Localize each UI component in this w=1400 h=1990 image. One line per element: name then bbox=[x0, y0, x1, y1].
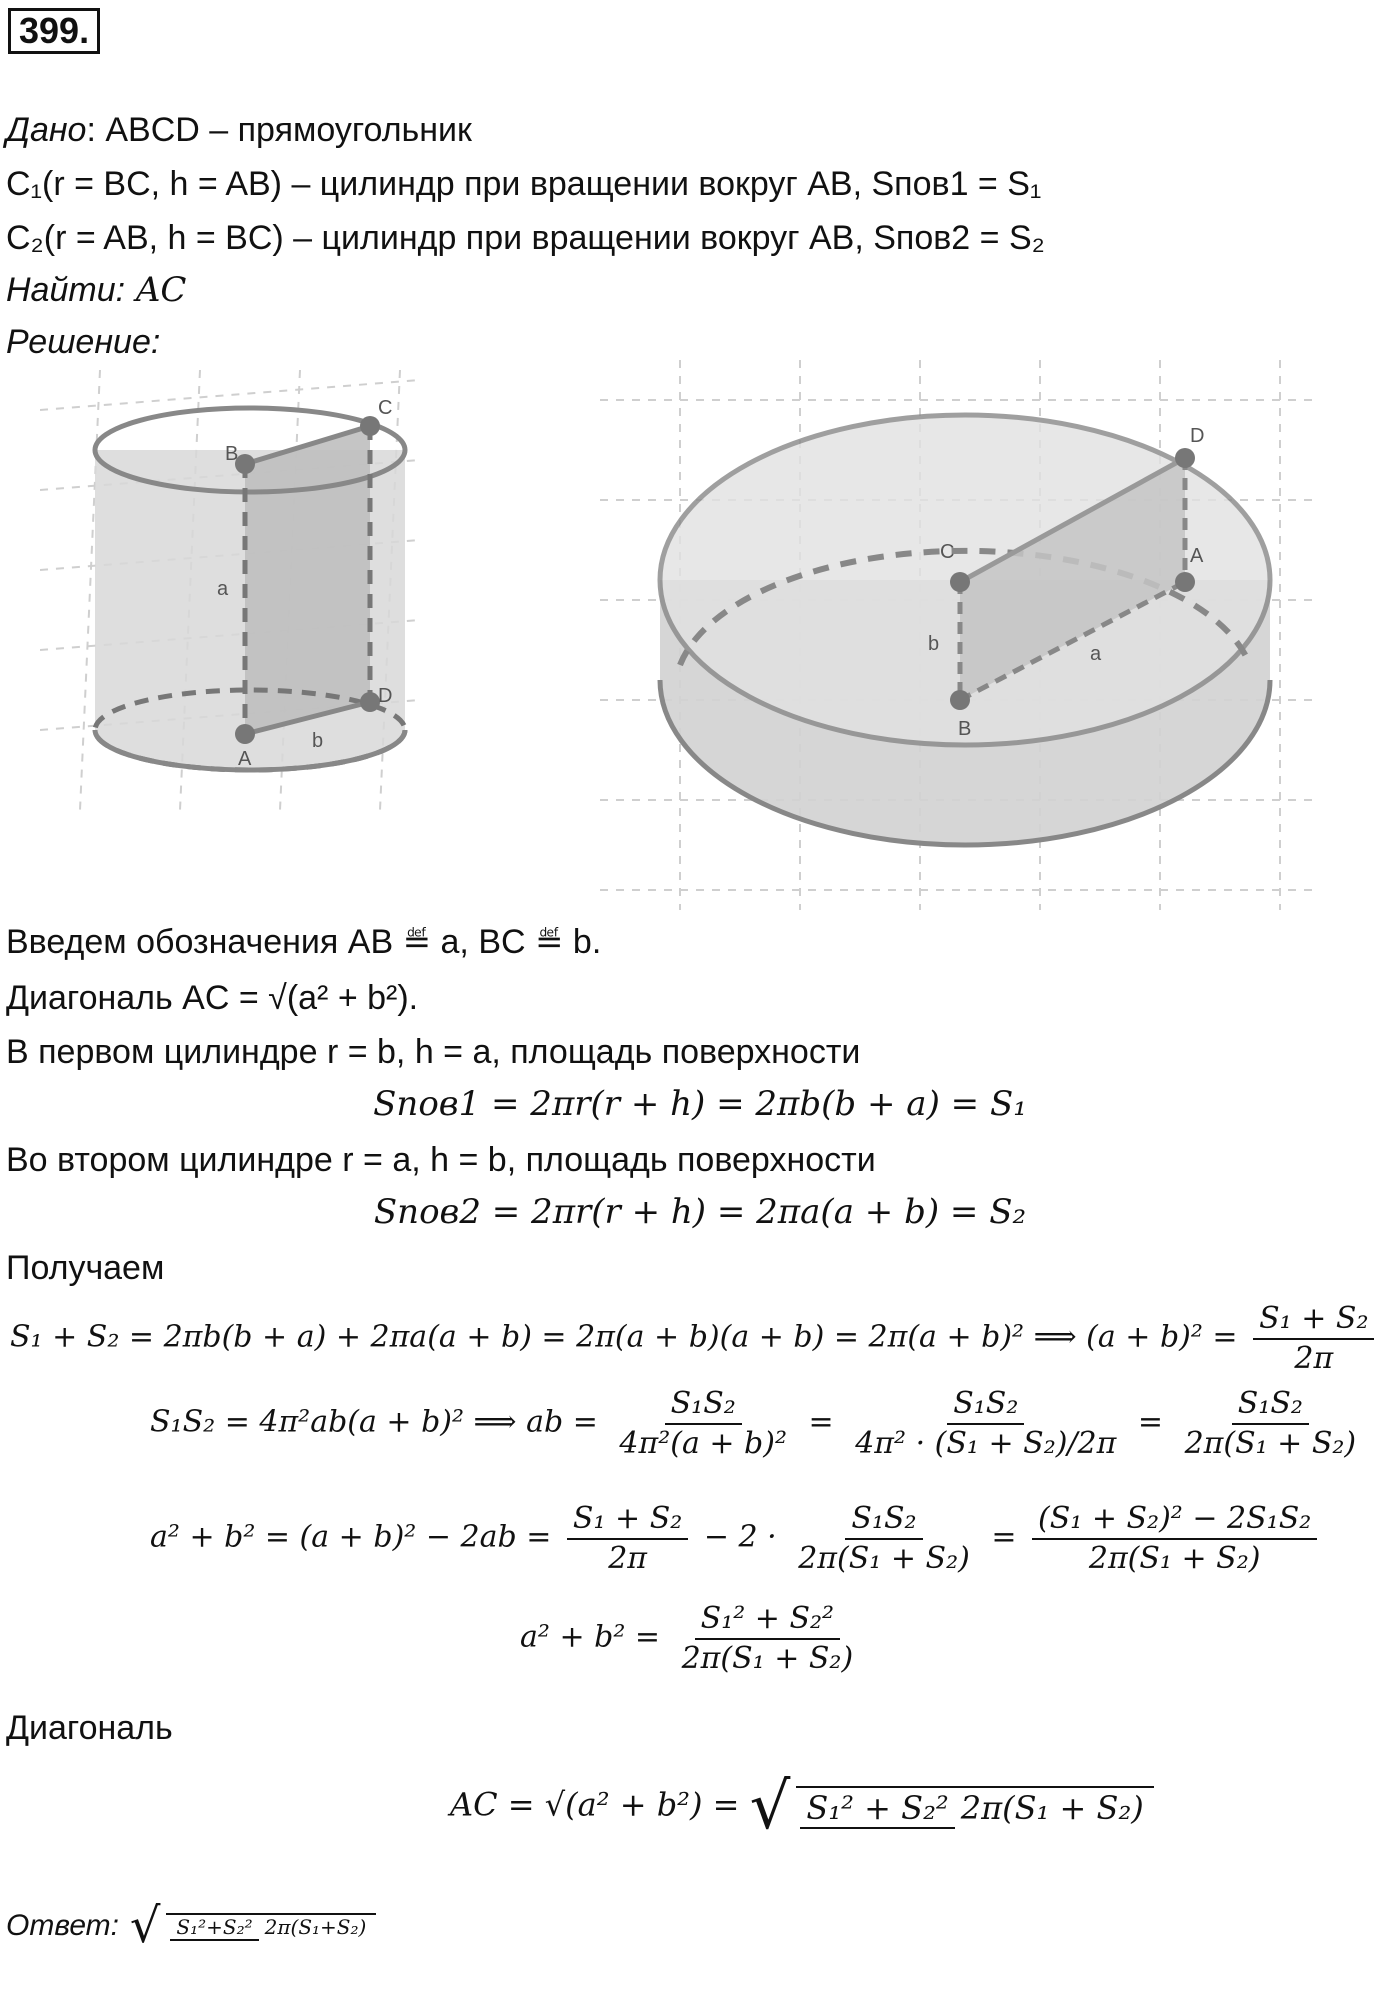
eq5-f1d: 2π bbox=[608, 1540, 647, 1576]
second-cylinder-line: Во втором цилиндре r = a, h = b, площадь поверхности bbox=[6, 1141, 876, 1179]
eq6-left: a² + b² = bbox=[520, 1619, 661, 1655]
label-c-2: C bbox=[940, 541, 955, 563]
eq5-left: a² + b² = (a + b)² − 2ab = bbox=[150, 1519, 552, 1555]
find-line bbox=[6, 268, 186, 312]
diagonal-line-2: Диагональ bbox=[6, 1709, 173, 1747]
point-c bbox=[360, 416, 380, 436]
sqrt-sign: √ bbox=[749, 1770, 791, 1844]
eq5-f3n: (S₁ + S₂)² − 2S₁S₂ bbox=[1032, 1500, 1317, 1540]
label-d-2: D bbox=[1190, 425, 1205, 447]
label-a-2: A bbox=[1190, 545, 1204, 567]
eq4-f2d: 4π² · (S₁ + S₂)/2π bbox=[855, 1425, 1117, 1461]
label-b: B bbox=[225, 443, 239, 465]
eq4-left: S₁S₂ = 4π²ab(a + b)² ⟹ ab = bbox=[150, 1404, 598, 1440]
answer-n: S₁²+S₂² bbox=[170, 1915, 258, 1941]
given-line bbox=[6, 108, 472, 152]
eq3-left: S₁ + S₂ = 2πb(b + a) + 2πa(a + b) = 2π(a + b)(a + b) = 2π(a + b)² ⟹ (a + b)² = bbox=[10, 1319, 1238, 1355]
problem-number: 399. bbox=[8, 8, 100, 54]
eq3-den: 2π bbox=[1294, 1340, 1334, 1376]
point-a bbox=[235, 724, 255, 744]
label-side-a-2: a bbox=[1090, 643, 1102, 665]
solution-label: Решение: bbox=[6, 323, 161, 361]
label-side-a: a bbox=[217, 578, 229, 600]
answer-sqrt-sign: √ bbox=[129, 1898, 161, 1954]
label-b-2: B bbox=[958, 718, 972, 740]
given-line3: C₂(r = AB, h = BC) – цилиндр при вращении вокруг AB, Sпов2 = S₂ bbox=[6, 219, 1045, 257]
point-d-2 bbox=[1175, 448, 1195, 468]
find-label: Найти: bbox=[6, 271, 126, 309]
equation-7 bbox=[450, 1770, 1160, 1844]
equation-3 bbox=[10, 1300, 1380, 1377]
intro-line: Введем обозначения AB ≝ a, BC ≝ b. bbox=[6, 923, 602, 961]
eq6-n: S₁² + S₂² bbox=[695, 1600, 840, 1640]
find-value: AC bbox=[135, 270, 187, 310]
answer-label: Ответ: bbox=[6, 1909, 119, 1942]
figure-cylinder-1 bbox=[40, 370, 440, 820]
equation-1: Sпов1 = 2πr(r + h) = 2πb(b + a) = S₁ bbox=[373, 1084, 1027, 1124]
diagonal-line: Диагональ AC = √(a² + b²). bbox=[6, 979, 419, 1017]
eq5-f2n: S₁S₂ bbox=[845, 1500, 922, 1540]
eq4-f3n: S₁S₂ bbox=[1232, 1385, 1309, 1425]
eq7-d: 2π(S₁ + S₂) bbox=[960, 1789, 1144, 1827]
eq6-d: 2π(S₁ + S₂) bbox=[681, 1640, 854, 1676]
equation-2: Sпов2 = 2πr(r + h) = 2πa(a + b) = S₂ bbox=[373, 1192, 1027, 1232]
answer-line bbox=[6, 1898, 382, 1954]
get-line: Получаем bbox=[6, 1249, 165, 1287]
eq5-f1n: S₁ + S₂ bbox=[567, 1500, 688, 1540]
equation-4: S₁S₂ = 4π²ab(a + b)² ⟹ ab = $\frac{\text{S₁S₂}}{\text{4π²(a + b)²}}$ = $\frac{\text{S₁S₂}}{\text{4π² · (S₁ + S₂)/2π}}$ = $\frac{\text{S₁S₂}}{\text{2π(S₁ + S₂)}}$ bbox=[150, 1385, 1368, 1462]
equation-5: a² + b² = (a + b)² − 2ab = $\frac{\text{S₁ + S₂}}{2\pi}$ − 2 · $\frac{\text{S₁S₂}}{\text{2π(S₁ + S₂)}}$ = $\frac{\text{(S₁ + S₂)² − 2S₁S₂}}{\text{2π(S₁ + S₂)}}$ bbox=[150, 1500, 1323, 1577]
eq5-mid: − 2 · bbox=[703, 1519, 777, 1555]
point-d bbox=[360, 692, 380, 712]
answer-d: 2π(S₁+S₂) bbox=[264, 1914, 367, 1939]
point-a-2 bbox=[1175, 572, 1195, 592]
eq4-f1d: 4π²(a + b)² bbox=[619, 1425, 787, 1461]
label-side-b-2: b bbox=[928, 633, 940, 655]
equation-6 bbox=[520, 1600, 865, 1677]
given-label: Дано bbox=[6, 111, 87, 149]
given-line1: : ABCD – прямоугольник bbox=[86, 111, 472, 149]
first-cylinder-line: В первом цилиндре r = b, h = a, площадь поверхности bbox=[6, 1033, 861, 1071]
given-line2: C₁(r = BC, h = AB) – цилиндр при вращении вокруг AB, Sпов1 = S₁ bbox=[6, 165, 1042, 203]
eq4-f3d: 2π(S₁ + S₂) bbox=[1184, 1425, 1357, 1461]
figure-cylinder-2 bbox=[600, 360, 1320, 910]
eq4-f1n: S₁S₂ bbox=[665, 1385, 742, 1425]
label-d: D bbox=[378, 685, 393, 707]
eq5-f3d: 2π(S₁ + S₂) bbox=[1088, 1540, 1261, 1576]
eq3-num: S₁ + S₂ bbox=[1253, 1300, 1374, 1340]
point-c-2 bbox=[950, 572, 970, 592]
eq5-f2d: 2π(S₁ + S₂) bbox=[798, 1540, 970, 1576]
label-a: A bbox=[238, 748, 252, 770]
eq7-left: AC = √(a² + b²) = bbox=[450, 1785, 740, 1824]
point-b-2 bbox=[950, 690, 970, 710]
eq7-n: S₁² + S₂² bbox=[800, 1789, 954, 1829]
label-c: C bbox=[378, 397, 393, 419]
eq4-f2n: S₁S₂ bbox=[947, 1385, 1024, 1425]
label-side-b: b bbox=[312, 730, 324, 752]
